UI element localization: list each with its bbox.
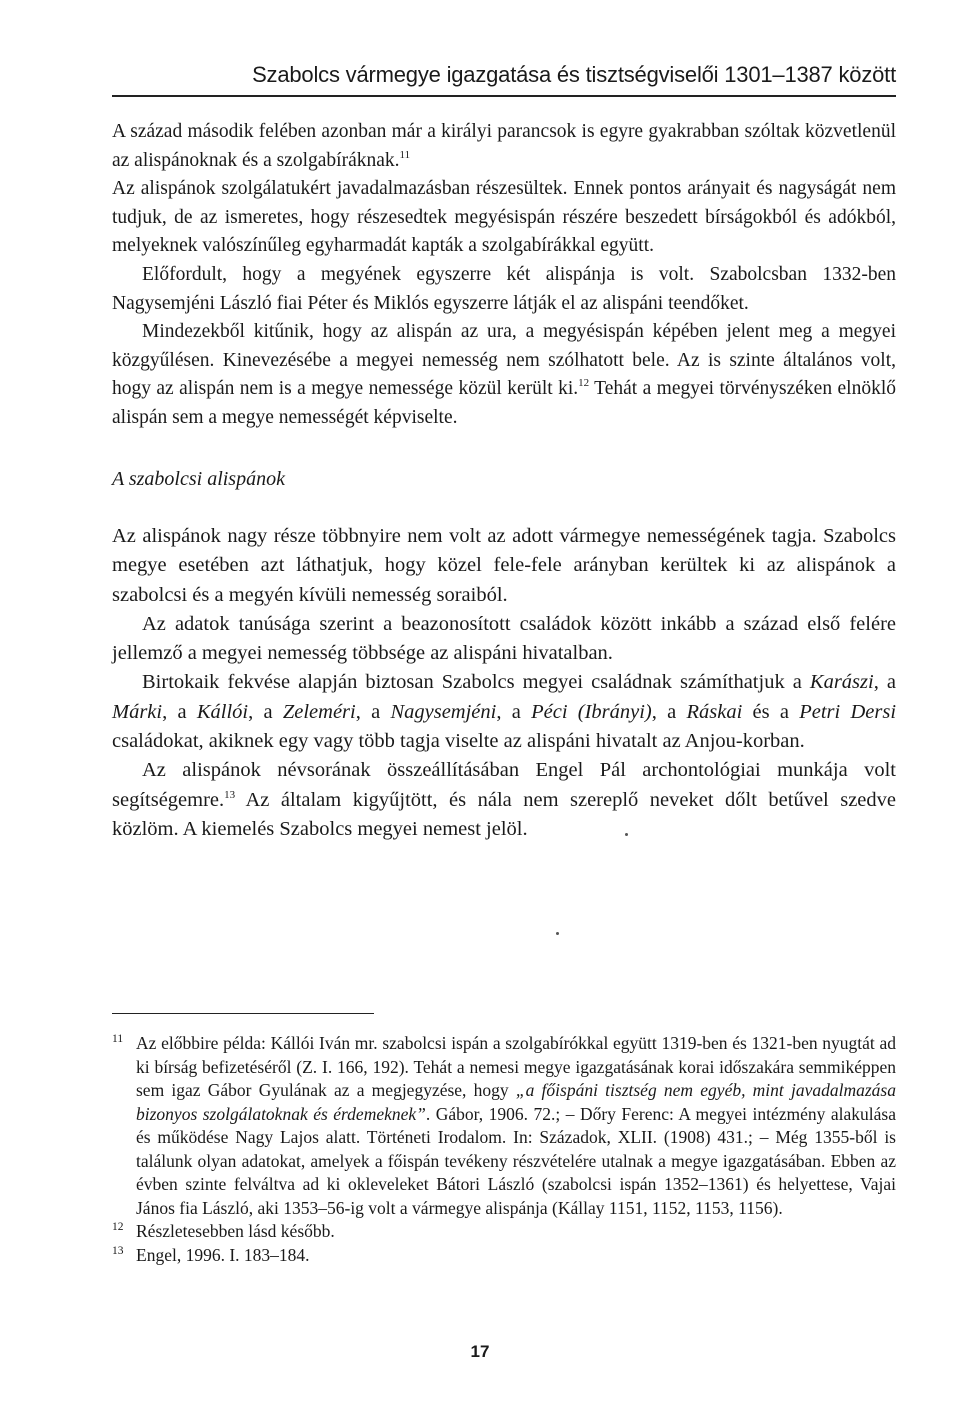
section-paragraph-3: [112, 668, 896, 756]
family-name: Zeleméri: [282, 700, 356, 723]
separator: , a: [873, 671, 896, 694]
section-paragraph-3-end: családokat, akiknek egy vagy több tagja viselte az alispáni hivatalt az Anjou-korban.: [112, 730, 805, 753]
footnotes: [112, 1032, 896, 1267]
family-name: Karászi: [809, 671, 874, 694]
separator: , a: [355, 700, 391, 723]
footnote-number: 11: [112, 1033, 124, 1045]
footnote-number: 13: [112, 1244, 124, 1257]
footnote-text: Az előbbire példa: Kállói Iván mr. szabolcsi ispán a szolgabírókkal együtt 1319-ben és 1321-ben nyugtát ad ki bírság befizetéséről (Z. I. 166, 192). Tehát a nemesi megye igazgatásának korai időszakára semmiképpen sem igaz Gábor Gyulának az a megjegyzése, hogy: [136, 1033, 896, 1100]
intro-paragraph-4: [112, 318, 896, 432]
intro-paragraph-4-text-a: Mindezekből kitűnik, hogy az alispán az ura, a megyésispán képében jelent meg a megyei közgyűlésen. Kinevezésébe a megyei nemesség nem szólhatott bele. Az is szinte általános volt, hogy az alispán nem is a megye nemessége közül került ki.: [112, 321, 896, 400]
footnote-ref-11: 11: [399, 148, 411, 161]
separator: , a: [248, 700, 283, 723]
family-name: Ráskai: [686, 700, 743, 723]
footnote-13: [112, 1244, 896, 1268]
header-rule: [112, 95, 896, 97]
intro-paragraph-4-text-b: Tehát a megyei törvényszéken elnöklő alispán sem a megye nemességét képviselte.: [112, 378, 896, 428]
speck: [556, 932, 559, 935]
footnote-quote: „a főispáni tisztség nem egyéb, mint javadalmazása bizonyos szolgálatoknak és érdemeknek”: [136, 1080, 896, 1124]
page-number: 17: [470, 1342, 490, 1361]
footnote-12: [112, 1220, 896, 1244]
footnote-rule: [112, 1013, 374, 1014]
section-paragraph-2: Az adatok tanúsága szerint a beazonosított családok között inkább a század első felére jellemző a megyei nemesség többsége az alispáni hivatalban.: [112, 612, 896, 665]
conjunction: és a: [742, 700, 800, 723]
separator: , a: [651, 700, 687, 723]
running-header: Szabolcs vármegye igazgatása és tisztségviselői 1301–1387 között: [252, 62, 896, 87]
footnote-ref-12: 12: [578, 377, 590, 390]
footnote-text: Részletesebben lásd később.: [136, 1221, 335, 1241]
intro-paragraph-2: Az alispánok szolgálatukért javadalmazásban részesültek. Ennek pontos arányait és nagyságát nem tudjuk, de az ismeretes, hogy részesedtek megyésispán részére beszedett bírságokból és adókból, melyeknek valószínűleg egyharmadát kapták a szolgabírákkal együtt.: [112, 178, 896, 257]
intro-paragraph-1-text: A század második felében azonban már a királyi parancsok is egyre gyakrabban szóltak közvetlenül az alispánoknak és a szolgabíráknak.: [112, 121, 896, 171]
section-text: [112, 522, 896, 844]
footnote-number: 12: [112, 1221, 124, 1233]
speck: [625, 833, 628, 836]
section-paragraph-4: [112, 756, 896, 844]
separator: , a: [162, 700, 197, 723]
family-name: Nagysemjéni: [390, 700, 497, 723]
section-heading: A szabolcsi alispánok: [112, 468, 285, 490]
section-paragraph-1: Az alispánok nagy része többnyire nem volt az adott vármegye nemességének tagja. Szabolcs megye esetében azt láthatjuk, hogy közel fele-fele arányban kerültek ki az alispánok a szabolcsi és a megyén kívüli nemesség soraiból.: [112, 525, 896, 606]
section-paragraph-4-text-b: Az általam kigyűjtött, és nála nem szereplő neveket dőlt betűvel szedve közlöm. A kiemelés Szabolcs megyei nemest jelöl.: [112, 788, 896, 840]
family-name: Péci (Ibrányi): [531, 700, 652, 723]
section-paragraph-3-intro: Birtokaik fekvése alapján biztosan Szabolcs megyei családnak számíthatjuk a: [142, 671, 810, 694]
separator: , a: [496, 700, 532, 723]
intro-paragraph-3: Előfordult, hogy a megyének egyszerre két alispánja is volt. Szabolcsban 1332-ben Nagysemjéni László fiai Péter és Miklós egyszerre látják el az alispáni teendőket.: [112, 263, 896, 314]
intro-text: [112, 118, 896, 433]
intro-paragraph-1: [112, 118, 896, 175]
family-name: Petri Dersi: [799, 700, 897, 723]
footnote-text: Engel, 1996. I. 183–184.: [136, 1244, 310, 1265]
family-name: Márki: [112, 700, 163, 723]
section-paragraph-4-text-a: Az alispánok névsorának összeállításában Engel Pál archontológiai munkája volt segítségemre.: [112, 759, 896, 811]
footnote-text: . Gábor, 1906. 72.; – Dőry Ferenc: A megyei intézmény alakulása és működése Nagy Lajos alatt. Történeti Irodalom. In: Századok, XLII. (1908) 431.; – Még 1355-ből is találunk olyan adatokat, amelyek a főispán tevékeny részvételére utalnak a megye igazgatásában. Ebben az évben szinte felváltva ad ki okleveleket Bátori László (szabolcsi ispán 1352–1361) és helyettese, Vajai János fia László, aki 1353–56-ig volt a vármegye alispánja (Kállay 1151, 1152, 1153, 1156).: [136, 1103, 896, 1218]
footnote-11: [112, 1032, 896, 1220]
footnote-ref-13: 13: [224, 788, 236, 801]
family-name: Kállói: [196, 700, 249, 723]
